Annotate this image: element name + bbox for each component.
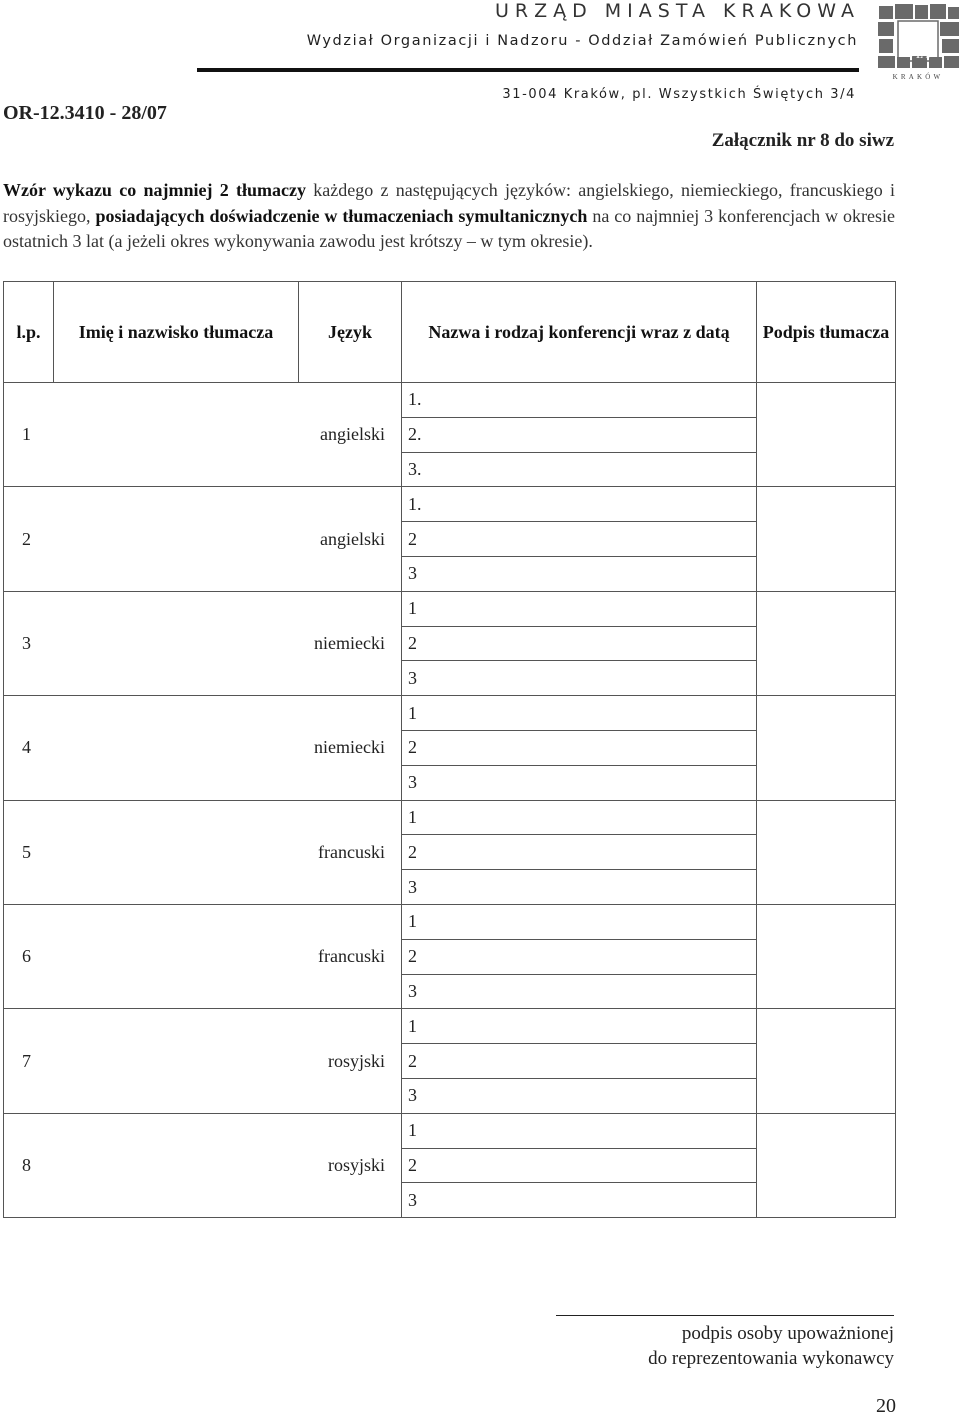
table-row [4,1009,896,1044]
conference-cell[interactable]: 1 [402,696,757,731]
row-number: 8 [4,1113,54,1217]
conference-cell[interactable]: 3 [402,661,757,696]
translator-name-cell[interactable] [54,383,299,487]
conference-cell[interactable]: 3 [402,765,757,800]
language-cell: rosyjski [299,1113,402,1217]
page-number: 20 [876,1395,896,1417]
translators-table [3,281,896,1218]
translator-name-cell[interactable] [54,1009,299,1113]
cracovia-logo-icon [876,2,960,82]
signature-cell[interactable] [757,591,896,695]
logo-text-3: VIA [906,46,930,61]
office-address: 31-004 Kraków, pl. Wszystkich Świętych 3/4 [502,87,856,102]
signature-cell[interactable] [757,800,896,904]
header-lp: l.p. [4,282,54,383]
signature-cell[interactable] [757,1009,896,1113]
translator-name-cell[interactable] [54,696,299,800]
conference-cell[interactable]: 2 [402,522,757,557]
conference-cell[interactable]: 2 [402,835,757,870]
row-number: 4 [4,696,54,800]
department-name: Wydział Organizacji i Nadzoru - Oddział Zamówień Publicznych [306,33,858,49]
conference-cell[interactable]: 3 [402,974,757,1009]
table-row [4,904,896,939]
row-number: 2 [4,487,54,591]
translator-name-cell[interactable] [54,591,299,695]
row-number: 1 [4,383,54,487]
language-cell: angielski [299,383,402,487]
language-cell: francuski [299,800,402,904]
table-row [4,487,896,522]
language-cell: francuski [299,904,402,1008]
signature-label-line-2: do reprezentowania wykonawcy [648,1348,894,1369]
conference-cell[interactable]: 3 [402,1183,757,1218]
table-row [4,1113,896,1148]
attachment-title: Załącznik nr 8 do siwz [711,130,894,151]
conference-cell[interactable]: 2 [402,1044,757,1079]
language-cell: rosyjski [299,1009,402,1113]
signature-cell[interactable] [757,383,896,487]
translator-name-cell[interactable] [54,487,299,591]
signature-line [556,1315,894,1316]
intro-bold-2: posiadających doświadczenie w tłumaczeniach symultanicznych [95,205,588,226]
conference-cell[interactable]: 1 [402,904,757,939]
table-row [4,383,896,418]
table-row [4,800,896,835]
conference-cell[interactable]: 2. [402,417,757,452]
translator-name-cell[interactable] [54,1113,299,1217]
intro-bold-1: Wzór wykazu co najmniej 2 tłumaczy [3,180,307,200]
logo-text-1: CRA [904,20,932,35]
conference-cell[interactable]: 1. [402,383,757,418]
conference-cell[interactable]: 2 [402,939,757,974]
conference-cell[interactable]: 2 [402,626,757,661]
language-cell: angielski [299,487,402,591]
logo-text-2: CO [908,33,928,48]
intro-text-1: każdego z następujących języków: angielskiego, niemieckiego, francuskiego i rosyjskiego, [3,180,896,226]
signature-label-line-1: podpis osoby upoważnionej [681,1323,894,1344]
table-row [4,696,896,731]
row-number: 5 [4,800,54,904]
conference-cell[interactable]: 1. [402,487,757,522]
signature-cell[interactable] [757,487,896,591]
signature-cell[interactable] [757,696,896,800]
row-number: 6 [4,904,54,1008]
intro-paragraph [3,178,895,255]
header-conference: Nazwa i rodzaj konferencji wraz z datą [402,282,757,383]
row-number: 3 [4,591,54,695]
conference-cell[interactable]: 3 [402,870,757,905]
conference-cell[interactable]: 3 [402,556,757,591]
language-cell: niemiecki [299,696,402,800]
conference-cell[interactable]: 2 [402,1148,757,1183]
logo-caption: KRAKÓW [892,73,944,81]
table-row [4,591,896,626]
signature-label [648,1321,894,1371]
conference-cell[interactable]: 1 [402,1113,757,1148]
header-rule [197,68,859,72]
header-language: Język [299,282,402,383]
language-cell: niemiecki [299,591,402,695]
header-signature: Podpis tłumacza [757,282,896,383]
office-title: URZĄD MIASTA KRAKOWA [494,0,860,22]
conference-cell[interactable]: 3. [402,452,757,487]
translator-name-cell[interactable] [54,904,299,1008]
signature-cell[interactable] [757,1113,896,1217]
conference-cell[interactable]: 1 [402,1009,757,1044]
conference-cell[interactable]: 1 [402,591,757,626]
conference-cell[interactable]: 1 [402,800,757,835]
translator-name-cell[interactable] [54,800,299,904]
table-header-row [4,282,896,383]
signature-cell[interactable] [757,904,896,1008]
reference-number: OR-12.3410 - 28/07 [3,102,167,124]
conference-cell[interactable]: 3 [402,1078,757,1113]
row-number: 7 [4,1009,54,1113]
header-name: Imię i nazwisko tłumacza [54,282,299,383]
conference-cell[interactable]: 2 [402,730,757,765]
intro-text-2: na co najmniej 3 konferencjach w okresie ostatnich 3 lat (a jeżeli okres wykonywania zawodu jest krótszy – w tym okresie). [3,205,895,251]
